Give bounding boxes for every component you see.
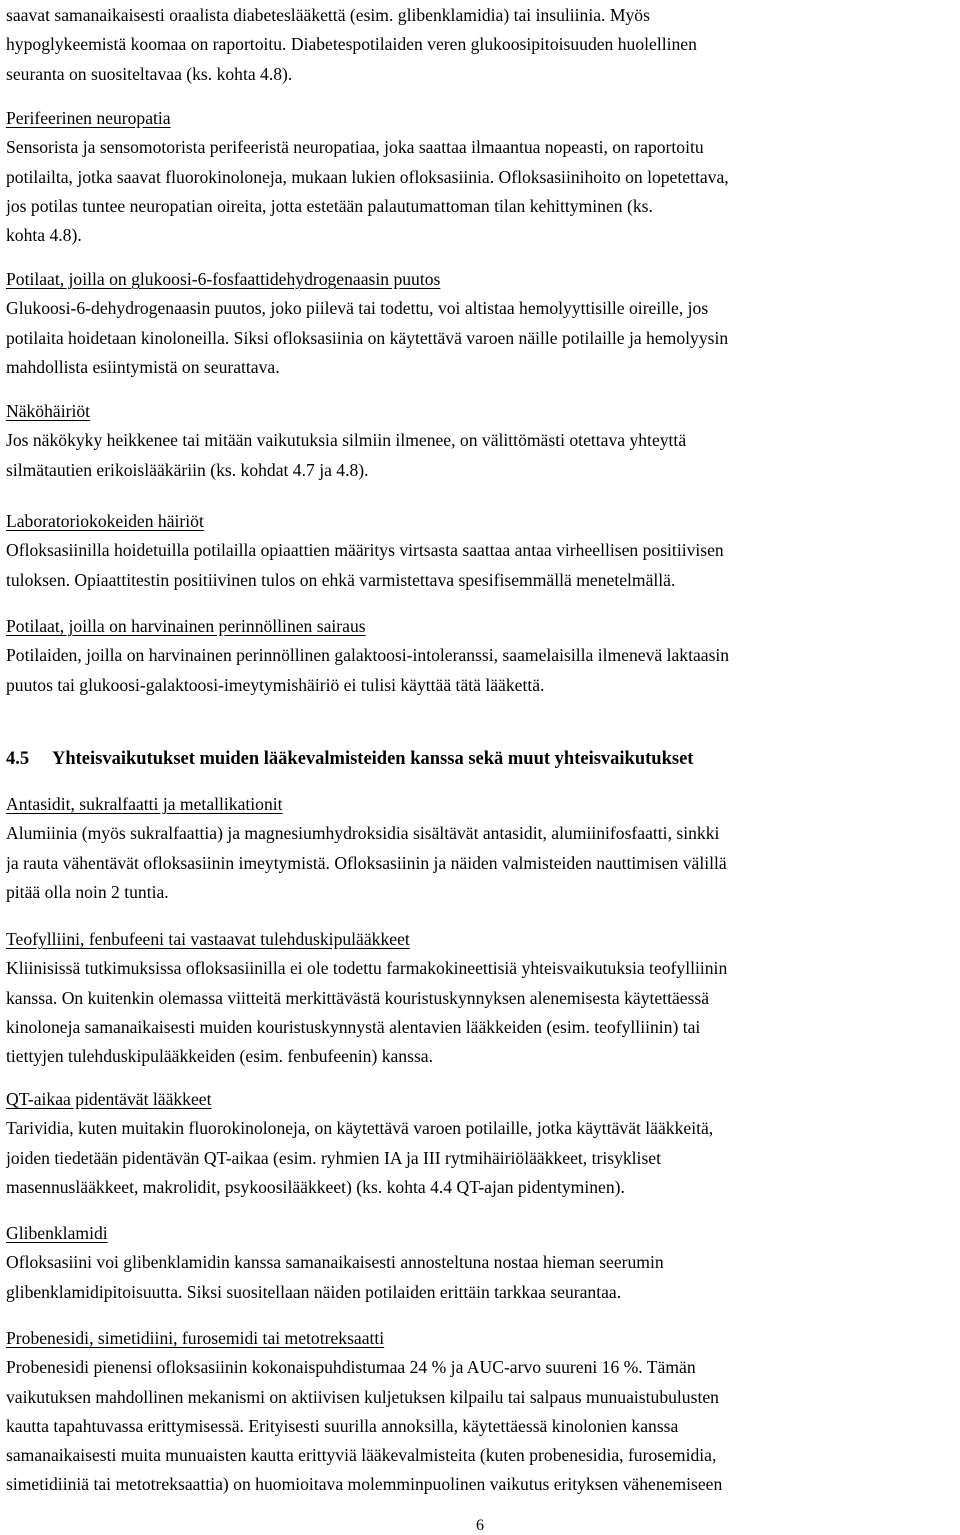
text-line: ja rauta vähentävät ofloksasiinin imeytymistä. Ofloksasiinin ja näiden valmisteiden nauttimisen välillä (6, 852, 727, 873)
neuropathy-heading: Perifeerinen neuropatia (6, 108, 171, 128)
g6pd-heading: Potilaat, joilla on glukoosi-6-fosfaattidehydrogenaasin puutos (6, 269, 441, 289)
glibenclamide-heading: Glibenklamidi (6, 1223, 108, 1243)
text-line: mahdollista esiintymistä on seurattava. (6, 356, 280, 377)
lab-heading: Laboratoriokokeiden häiriöt (6, 511, 204, 531)
text-line: Ofloksasiini voi glibenklamidin kanssa samanaikaisesti annosteltuna nostaa hieman seerumin (6, 1252, 664, 1273)
vision-heading: Näköhäiriöt (6, 401, 91, 421)
text-line: masennuslääkkeet, makrolidit, psykoosilääkkeet) (ks. kohta 4.4 QT-ajan pidentyminen). (6, 1176, 625, 1197)
text-line: Kliinisissä tutkimuksissa ofloksasiinilla ei ole todettu farmakokineettisiä yhteisvaikutuksia teofylliinin (6, 958, 728, 979)
vision-section (6, 397, 956, 485)
text-line: samanaikaisesti muita munuaisten kautta erittyviä lääkevalmisteita (kuten probenesidia, furosemidia, (6, 1445, 717, 1466)
text-line: simetidiiniä tai metotreksaattia) on huomioitava molemminpuolinen vaikutus erityksen vähenemiseen (6, 1474, 723, 1495)
theophylline-heading: Teofylliini, fenbufeeni tai vastaavat tulehduskipulääkkeet (6, 929, 410, 949)
text-line: Ofloksasiinilla hoidetuilla potilailla opiaattien määritys virtsasta saattaa antaa virheellisen positiivisen (6, 540, 724, 561)
text-line: kinoloneja samanaikaisesti muiden kouristuskynnystä alentavien lääkkeiden (esim. teofylliinin) tai (6, 1016, 701, 1037)
text-line: Alumiinia (myös sukralfaattia) ja magnesiumhydroksidia sisältävät antasidit, alumiinifosfaatti, sinkki (6, 823, 720, 844)
text-line: Glukoosi-6-dehydrogenaasin puutos, joko piilevä tai todettu, voi altistaa hemolyyttisille oireille, jos (6, 298, 709, 319)
text-line: pitää olla noin 2 tuntia. (6, 881, 169, 902)
lab-section (6, 507, 956, 595)
glibenclamide-section (6, 1219, 956, 1307)
text-line: Jos näkökyky heikkenee tai mitään vaikutuksia silmiin ilmenee, on välittömästi otettava yhteyttä (6, 430, 687, 451)
text-line: kanssa. On kuitenkin olemassa viitteitä merkittävästä kouristuskynnyksen alenemisesta käytettäessä (6, 987, 710, 1008)
hereditary-heading: Potilaat, joilla on harvinainen perinnöllinen sairaus (6, 616, 366, 636)
text-line: kohta 4.8). (6, 225, 82, 246)
probenecid-heading: Probenesidi, simetidiini, furosemidi tai metotreksaatti (6, 1328, 385, 1348)
text-line: Sensorista ja sensomotorista perifeeristä neuropatiaa, joka saattaa ilmaantua nopeasti, on raportoitu (6, 137, 704, 158)
text-line: Potilaiden, joilla on harvinainen perinnöllinen galaktoosi-intoleranssi, saamelaisilla ilmenevä laktaasin (6, 645, 730, 666)
text-line: silmätautien erikoislääkäriin (ks. kohdat 4.7 ja 4.8). (6, 459, 369, 480)
text-line: Tarividia, kuten muitakin fluorokinoloneja, on käytettävä varoen potilaille, jotka käyttävät lääkkeitä, (6, 1118, 714, 1139)
text-line: potilailta, jotka saavat fluorokinoloneja, mukaan lukien ofloksasiinia. Ofloksasiinihoito on lopetettava, (6, 166, 729, 187)
section-heading: Yhteisvaikutukset muiden lääkevalmisteiden kanssa sekä muut yhteisvaikutukset (52, 749, 694, 769)
page-number: 6 (476, 1517, 484, 1534)
antacids-heading: Antasidit, sukralfaatti ja metallikationit (6, 794, 283, 814)
qt-heading: QT-aikaa pidentävät lääkkeet (6, 1089, 212, 1109)
text-line: puutos tai glukoosi-galaktoosi-imeytymishäiriö ei tulisi käyttää tätä lääkettä. (6, 674, 545, 695)
probenecid-section (6, 1324, 956, 1500)
text-line: saavat samanaikaisesti oraalista diabeteslääkettä (esim. glibenklamidia) tai insuliinia. Myös (6, 5, 650, 25)
text-line: potilaita hoidetaan kinoloneilla. Siksi ofloksasiinia on käytettävä varoen näille potilaille ja hemolyysin (6, 327, 729, 348)
theophylline-section (6, 925, 956, 1071)
neuropathy-section (6, 104, 956, 250)
text-line: seuranta on suositeltavaa (ks. kohta 4.8). (6, 63, 293, 84)
text-line: tiettyjen tulehduskipulääkkeiden (esim. fenbufeenin) kanssa. (6, 1046, 434, 1067)
text-line: kautta tapahtuvassa erittymisessä. Erityisesti suurilla annoksilla, käytettäessä kinolonien kanssa (6, 1415, 679, 1436)
text-line: glibenklamidipitoisuutta. Siksi suositellaan näiden potilaiden erittäin tarkkaa seurantaa. (6, 1281, 622, 1302)
antacids-section (6, 790, 956, 907)
section-number: 4.5 (6, 749, 30, 769)
text-line: hypoglykeemistä koomaa on raportoitu. Diabetespotilaiden veren glukoosipitoisuuden huolellinen (6, 34, 697, 55)
text-line: tuloksen. Opiaattitestin positiivinen tulos on ehkä varmistettava spesifisemmällä menetelmällä. (6, 569, 676, 590)
intro-paragraph (6, 1, 956, 89)
text-line: vaikutuksen mahdollinen mekanismi on aktiivisen kuljetuksen kilpailu tai salpaus munuaistubulusten (6, 1386, 719, 1407)
text-line: joiden tiedetään pidentävän QT-aikaa (esim. ryhmien IA ja III rytmihäiriölääkkeet, trisykliset (6, 1147, 661, 1168)
text-line: jos potilas tuntee neuropatian oireita, jotta estetään palautumattoman tilan kehittyminen (ks. (6, 195, 653, 216)
g6pd-section (6, 265, 956, 382)
text-line: Probenesidi pienensi ofloksasiinin kokonaispuhdistumaa 24 % ja AUC-arvo suureni 16 %. Tämän (6, 1357, 696, 1378)
hereditary-section (6, 612, 956, 700)
section-title (6, 745, 693, 774)
qt-section (6, 1085, 956, 1202)
